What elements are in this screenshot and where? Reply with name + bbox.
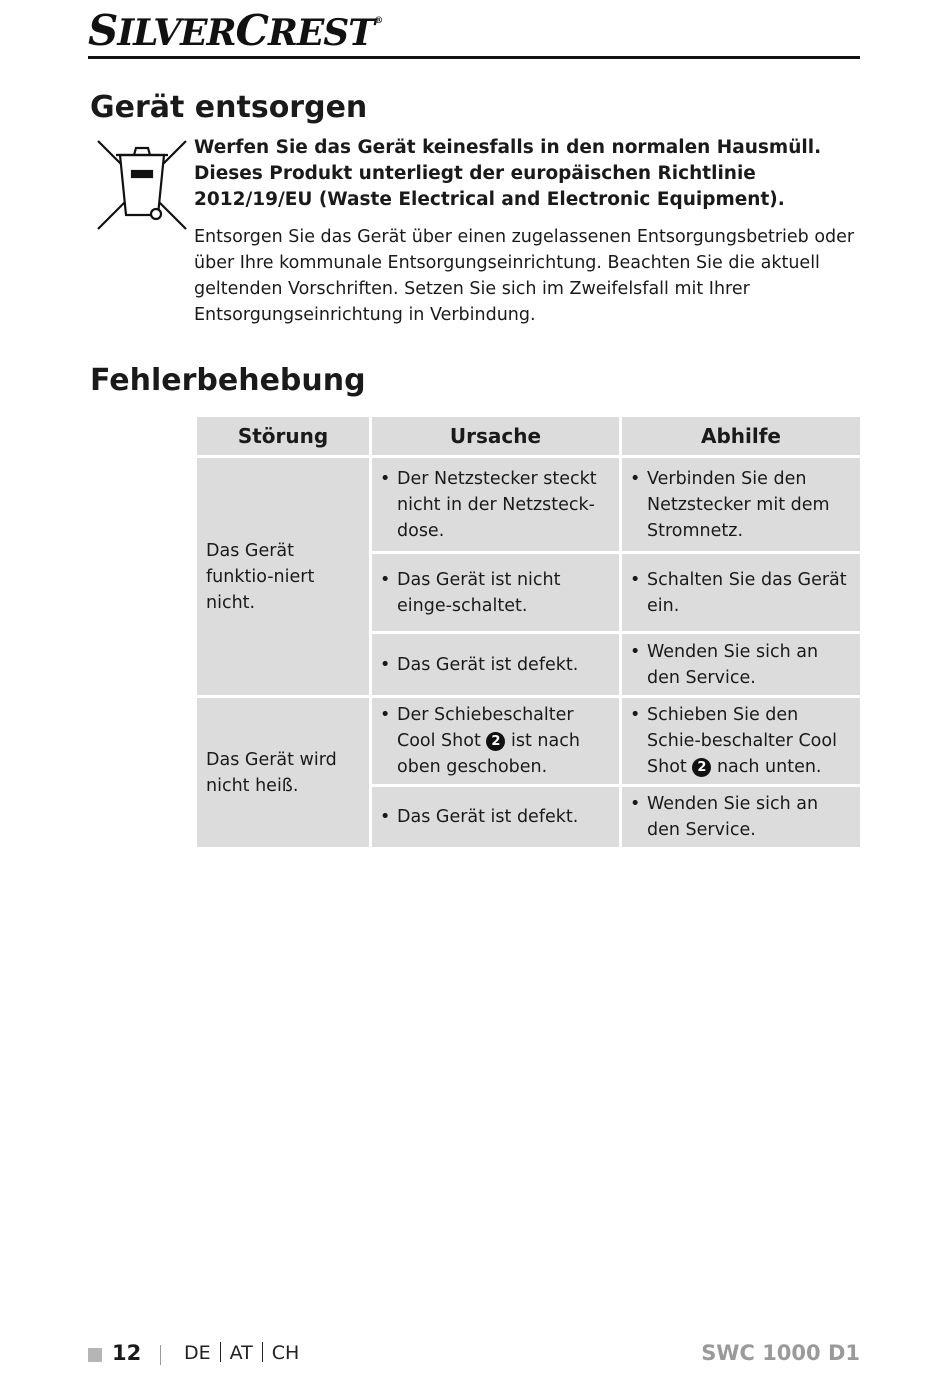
- brand-logo: SILVERCREST®: [88, 6, 383, 55]
- model-number: SWC 1000 D1: [701, 1341, 860, 1365]
- abhilfe-cell: • Schalten Sie das Gerät ein.: [621, 553, 862, 633]
- section-title-troubleshooting: Fehlerbehebung: [90, 363, 366, 398]
- ursache-cell: • Das Gerät ist nicht einge-schaltet.: [371, 553, 621, 633]
- language-de: DE: [184, 1342, 211, 1364]
- language-ch: CH: [271, 1342, 300, 1364]
- ursache-cell: • Das Gerät ist defekt.: [371, 633, 621, 697]
- troubleshooting-table: [194, 414, 863, 850]
- abhilfe-cell: • Verbinden Sie den Netzstecker mit dem Stromnetz.: [621, 457, 862, 553]
- ursache-cell: • Der Netzstecker steckt nicht in der Netzsteck-dose.: [371, 457, 621, 553]
- section-title-disposal: Gerät entsorgen: [90, 90, 368, 125]
- ursache-cell: • Das Gerät ist defekt.: [371, 786, 621, 849]
- footer-square-icon: [88, 1348, 102, 1362]
- abhilfe-cell: • Schieben Sie den Schie-beschalter Cool Shot 2 nach unten.: [621, 697, 862, 786]
- header-stoerung: Störung: [196, 416, 371, 457]
- stoerung-cell: Das Gerät wird nicht heiß.: [196, 697, 371, 849]
- disposal-warning: Werfen Sie das Gerät keinesfalls in den normalen Hausmüll. Dieses Produkt unterliegt der europäischen Richtlinie 2012/19/EU (Waste Electrical and Electronic Equipment).: [194, 137, 822, 210]
- header-ursache: Ursache: [371, 416, 621, 457]
- language-codes: [184, 1342, 299, 1364]
- language-at: AT: [229, 1342, 253, 1364]
- stoerung-cell: Das Gerät funktio-niert nicht.: [196, 457, 371, 697]
- registered-mark: ®: [374, 16, 383, 26]
- footer-divider: [160, 1345, 161, 1365]
- table-row: [196, 697, 862, 786]
- abhilfe-cell: • Wenden Sie sich an den Service.: [621, 633, 862, 697]
- ursache-cell: • Der Schiebeschalter Cool Shot 2 ist nach oben geschoben.: [371, 697, 621, 786]
- disposal-instructions: Entsorgen Sie das Gerät über einen zugelassenen Entsorgungsbetrieb oder über Ihre kommunale Entsorgungseinrichtung. Beachten Sie die aktuell geltenden Vorschriften. Setzen Sie sich im Zweifelsfall mit Ihrer Entsorgungseinrichtung in Verbindung.: [194, 227, 855, 325]
- page-footer: [88, 1340, 860, 1370]
- header-abhilfe: Abhilfe: [621, 416, 862, 457]
- abhilfe-cell: • Wenden Sie sich an den Service.: [621, 786, 862, 849]
- control-number-badge: 2: [692, 758, 711, 777]
- control-number-badge: 2: [486, 732, 505, 751]
- table-header-row: [196, 416, 862, 457]
- crossed-out-wheelie-bin-icon: [96, 137, 188, 233]
- page-number: 12: [112, 1341, 142, 1365]
- header-rule: [88, 56, 860, 59]
- table-row: [196, 457, 862, 553]
